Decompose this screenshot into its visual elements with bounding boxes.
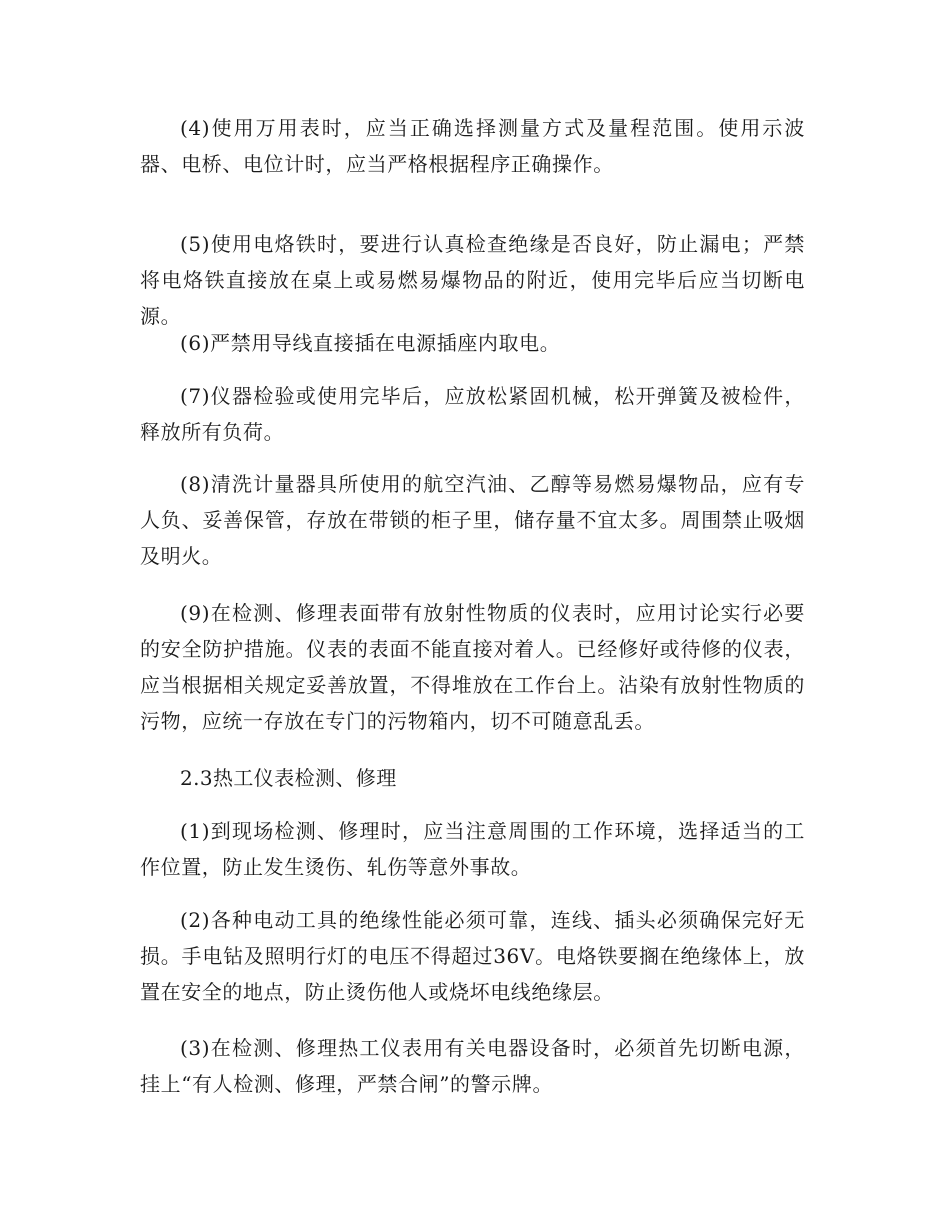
paragraph-item-9: (9)在检测、修理表面带有放射性物质的仪表时，应用讨论实行必要的安全防护措施。仪表的表面不能直接对着人。已经修好或待修的仪表，应当根据相关规定妥善放置，不得堆放在工作台上。沾染有放射性物质的污物，应统一存放在专门的污物箱内，切不可随意乱丢。 bbox=[140, 601, 805, 733]
section-heading: 2.3热工仪表检测、修理 bbox=[180, 766, 397, 790]
paragraph-item-4: (4)使用万用表时，应当正确选择测量方式及量程范围。使用示波器、电桥、电位计时，应当严格根据程序正确操作。 bbox=[140, 116, 805, 176]
paragraph-item-6: (6)严禁用导线直接插在电源插座内取电。 bbox=[180, 331, 561, 355]
paragraph-item-1: (1)到现场检测、修理时，应当注意周围的工作环境，选择适当的工作位置，防止发生烫伤、轧伤等意外事故。 bbox=[140, 819, 805, 879]
paragraph-item-5: (5)使用电烙铁时，要进行认真检查绝缘是否良好，防止漏电；严禁将电烙铁直接放在桌上或易燃易爆物品的附近，使用完毕后应当切断电源。 bbox=[140, 232, 805, 328]
paragraph-item-3: (3)在检测、修理热工仪表用有关电器设备时，必须首先切断电源，挂上“有人检测、修理，严禁合闸”的警示牌。 bbox=[140, 1036, 805, 1096]
paragraph-item-8: (8)清洗计量器具所使用的航空汽油、乙醇等易燃易爆物品，应有专人负、妥善保管，存放在带锁的柜子里，储存量不宜太多。周围禁止吸烟及明火。 bbox=[140, 472, 805, 568]
paragraph-item-7: (7)仪器检验或使用完毕后，应放松紧固机械，松开弹簧及被检件，释放所有负荷。 bbox=[140, 384, 805, 444]
paragraph-item-2: (2)各种电动工具的绝缘性能必须可靠，连线、插头必须确保完好无损。手电钻及照明行灯的电压不得超过36V。电烙铁要搁在绝缘体上，放置在安全的地点，防止烫伤他人或烧坏电线绝缘层。 bbox=[140, 908, 805, 1004]
